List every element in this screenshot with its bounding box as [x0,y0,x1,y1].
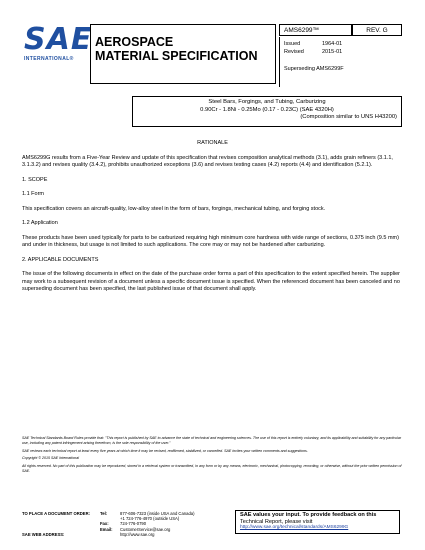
section-1-1-text: This specification covers an aircraft-quality, low-alloy steel in the form of bars, forgings, mechanical tubing, and forging stock. [22,205,326,212]
fax-label: Fax: [100,521,109,527]
email-label: Email: [100,526,113,532]
section-2-text: The issue of the following documents in effect on the date of the purchase order forms a part of this specification to the extent specified herein. The supplier may work to a subsequent revision of a document unless a specific document issue is specified. When the referenced document has been canceled and no superseding document has been specified, the last published issue of that document shall apply. [22,271,400,292]
revised-label: Revised [284,49,304,55]
footer-review-note: SAE reviews each technical report at least every five years at which time it may be revised, reaffirmed, stabilized, or cancelled. SAE invites your written comments and suggestions. [22,448,308,453]
issued-row [284,40,398,48]
document-number: AMS6299™ [279,24,352,36]
footer-board-rules: SAE Technical Standards Board Rules provide that: "This report is published by SAE to advance the state of technical and engineering sciences. The use of this report is entirely voluntary, and its applicability and suitability for any particular use, including any patent infringement arising therefrom, is the sole responsibility of the user." [22,436,402,445]
subject-line-3: (Composition similar to UNS H43200) [300,114,397,120]
email-address[interactable]: CustomerService@sae.org [120,526,171,532]
issued-value: 1964-01 [322,41,343,47]
title-line-1: AEROSPACE [95,35,174,49]
section-1-2-heading: 1.2 Application [22,220,58,226]
revision-label: REV. G [352,24,402,36]
feedback-box [235,510,400,534]
logo-tagline: INTERNATIONAL® [24,56,74,62]
feedback-line-1: SAE values your input. To provide feedback on this [240,512,377,518]
tel-1: 877-606-7323 (inside USA and Canada) [120,511,195,516]
feedback-link[interactable]: http://www.sae.org/technical/standards/AMS6299G [240,525,349,531]
fax-number: 724-776-0790 [120,521,147,527]
order-contact [22,511,195,537]
legal-footer [22,436,403,476]
issued-label: Issued [284,41,301,47]
footer-rights: All rights reserved. No part of this publication may be reproduced, stored in a retrieval system or transmitted, in any form or by any means, electronic, mechanical, photocopying, recording, or otherwise, without the prior written permission of SAE. [22,463,402,473]
tel-2: +1 724-776-4970 (outside USA) [120,516,180,522]
title-box [90,24,276,84]
document-dates [279,37,402,87]
section-1-1-heading: 1.1 Form [22,191,45,197]
subject-line-2: 0.90Cr - 1.8Ni - 0.25Mo (0.17 - 0.23C) (SAE 4320H) [200,106,334,113]
sae-logo [24,22,93,63]
web-label: SAE WEB ADDRESS: [22,531,65,537]
document-title [95,35,258,63]
web-address[interactable]: http://www.sae.org [120,531,155,537]
superseding-note: Superseding AMS6299F [284,66,344,72]
revised-row [284,48,398,56]
rationale-text: AMS6299G results from a Five-Year Review and update of this specification that revises composition analytical methods (3.1), adds grain refiners (3.1.1, 3.1.3.2) and revises quality (3.4.2), prohibits unauthorized exceptions (3.6) and revises testing cases (4.2) reports (4.4) and identification (5.2.1). [22,154,393,168]
feedback-line-2: Technical Report, please visit [240,518,313,525]
subject-box [132,96,402,127]
footer-copyright: Copyright © 2015 SAE International [22,456,79,460]
revised-value: 2015-01 [322,49,343,55]
section-1-heading: 1. SCOPE [22,176,48,183]
section-2-heading: 2. APPLICABLE DOCUMENTS [22,256,99,263]
document-body [22,140,403,301]
section-1-2-text: These products have been used typically for parts to be carburized requiring high minimum core hardness with wide range of sections, 0.375 inch (9.5 mm) and under in thickness, but usage is not limited to such applications. The core may or may not be hardened after carburizing. [22,234,399,248]
tel-label: Tel: [100,511,108,516]
title-line-2: MATERIAL SPECIFICATION [95,49,258,63]
subject-line-1: Steel Bars, Forgings, and Tubing, Carburizing [208,99,326,105]
logo-mark: SAE [24,22,93,57]
rationale-heading: RATIONALE [197,140,228,146]
order-label: TO PLACE A DOCUMENT ORDER: [22,511,91,516]
